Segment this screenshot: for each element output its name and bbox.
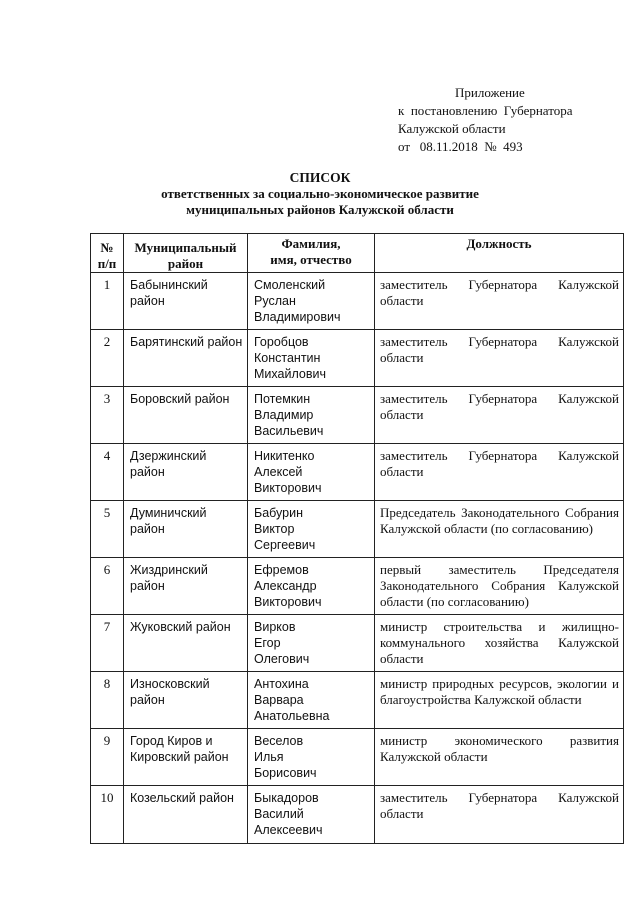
row-first-name: Виктор: [254, 522, 295, 536]
row-fullname: [248, 786, 375, 844]
row-patronymic: Михайлович: [254, 367, 326, 381]
row-first-name: Константин: [254, 351, 321, 365]
row-first-name: Василий: [254, 807, 304, 821]
table-row: [91, 786, 624, 844]
row-first-name: Владимир: [254, 408, 314, 422]
row-patronymic: Анатольевна: [254, 709, 330, 723]
row-patronymic: Владимирович: [254, 310, 341, 324]
row-surname: Ефремов: [254, 563, 309, 577]
row-patronymic: Викторович: [254, 595, 322, 609]
row-surname: Бабурин: [254, 506, 303, 520]
row-surname: Потемкин: [254, 392, 311, 406]
document-heading: [0, 170, 640, 218]
table-row: [91, 387, 624, 444]
row-position: заместитель Губернатора Калужской области: [375, 444, 624, 501]
header-position: [375, 234, 624, 273]
appendix-line-4: от 08.11.2018 № 493: [398, 139, 523, 154]
header-name: [248, 234, 375, 273]
header-district-line2: район: [167, 256, 204, 271]
row-patronymic: Викторович: [254, 481, 322, 495]
appendix-line-2: к постановлению Губернатора: [398, 103, 573, 118]
appendix-block: [398, 84, 573, 156]
row-position: Председатель Законодательного Собрания Калужской области (по согласованию): [375, 501, 624, 558]
table-row: [91, 330, 624, 387]
header-num: [91, 234, 124, 273]
row-surname: Быкадоров: [254, 791, 319, 805]
row-number: 2: [91, 330, 124, 387]
row-patronymic: Васильевич: [254, 424, 324, 438]
table-row: [91, 558, 624, 615]
row-position: министр экономического развития Калужской области: [375, 729, 624, 786]
row-patronymic: Сергеевич: [254, 538, 316, 552]
row-surname: Горобцов: [254, 335, 309, 349]
header-district-line1: Муниципальный: [134, 240, 237, 255]
row-number: 5: [91, 501, 124, 558]
header-name-line1: Фамилия,: [281, 236, 341, 251]
row-first-name: Александр: [254, 579, 317, 593]
table-header-row: [91, 234, 624, 273]
appendix-line-1: Приложение: [455, 85, 525, 100]
row-fullname: [248, 558, 375, 615]
row-district: Думиничский район: [124, 501, 248, 558]
row-patronymic: Олегович: [254, 652, 310, 666]
row-first-name: Илья: [254, 750, 284, 764]
table-row: [91, 273, 624, 330]
row-fullname: [248, 330, 375, 387]
row-number: 1: [91, 273, 124, 330]
row-surname: Вирков: [254, 620, 296, 634]
header-num-line2: п/п: [97, 256, 117, 271]
table-row: [91, 729, 624, 786]
row-fullname: [248, 729, 375, 786]
row-fullname: [248, 444, 375, 501]
row-fullname: [248, 387, 375, 444]
row-first-name: Алексей: [254, 465, 303, 479]
row-district: Дзержинский район: [124, 444, 248, 501]
row-fullname: [248, 273, 375, 330]
row-surname: Антохина: [254, 677, 309, 691]
row-number: 7: [91, 615, 124, 672]
header-position-label: Должность: [466, 236, 532, 251]
row-number: 8: [91, 672, 124, 729]
row-district: Жуковский район: [124, 615, 248, 672]
row-district: Жиздринский район: [124, 558, 248, 615]
table-row: [91, 615, 624, 672]
row-position: первый заместитель Председателя Законодательного Собрания Калужской области (по согласованию): [375, 558, 624, 615]
row-fullname: [248, 615, 375, 672]
row-first-name: Варвара: [254, 693, 304, 707]
row-position: заместитель Губернатора Калужской области: [375, 330, 624, 387]
table-row: [91, 444, 624, 501]
document-subtitle-1: ответственных за социально-экономическое развитие: [161, 186, 479, 201]
row-district: Козельский район: [124, 786, 248, 844]
row-number: 10: [91, 786, 124, 844]
row-number: 4: [91, 444, 124, 501]
row-number: 3: [91, 387, 124, 444]
document-subtitle-2: муниципальных районов Калужской области: [186, 202, 454, 217]
row-position: министр строительства и жилищно-коммунального хозяйства Калужской области: [375, 615, 624, 672]
row-district: Бабынинский район: [124, 273, 248, 330]
row-first-name: Егор: [254, 636, 281, 650]
row-position: заместитель Губернатора Калужской области: [375, 387, 624, 444]
header-name-line2: имя, отчество: [270, 252, 352, 267]
row-number: 9: [91, 729, 124, 786]
row-patronymic: Алексеевич: [254, 823, 323, 837]
row-district: Город Киров и Кировский район: [124, 729, 248, 786]
appendix-line-3: Калужской области: [398, 121, 506, 136]
row-surname: Никитенко: [254, 449, 315, 463]
row-position: заместитель Губернатора Калужской области: [375, 273, 624, 330]
row-number: 6: [91, 558, 124, 615]
table-row: [91, 501, 624, 558]
table-row: [91, 672, 624, 729]
document-title: СПИСОК: [289, 170, 351, 185]
row-district: Боровский район: [124, 387, 248, 444]
row-district: Барятинский район: [124, 330, 248, 387]
header-district: [124, 234, 248, 273]
row-surname: Веселов: [254, 734, 304, 748]
row-patronymic: Борисович: [254, 766, 317, 780]
row-district: Износковский район: [124, 672, 248, 729]
responsibles-table: [90, 233, 624, 844]
row-position: министр природных ресурсов, экологии и благоустройства Калужской области: [375, 672, 624, 729]
header-num-line1: №: [100, 240, 114, 255]
row-surname: Смоленский: [254, 278, 326, 292]
row-position: заместитель Губернатора Калужской области: [375, 786, 624, 844]
row-fullname: [248, 501, 375, 558]
row-fullname: [248, 672, 375, 729]
row-first-name: Руслан: [254, 294, 296, 308]
